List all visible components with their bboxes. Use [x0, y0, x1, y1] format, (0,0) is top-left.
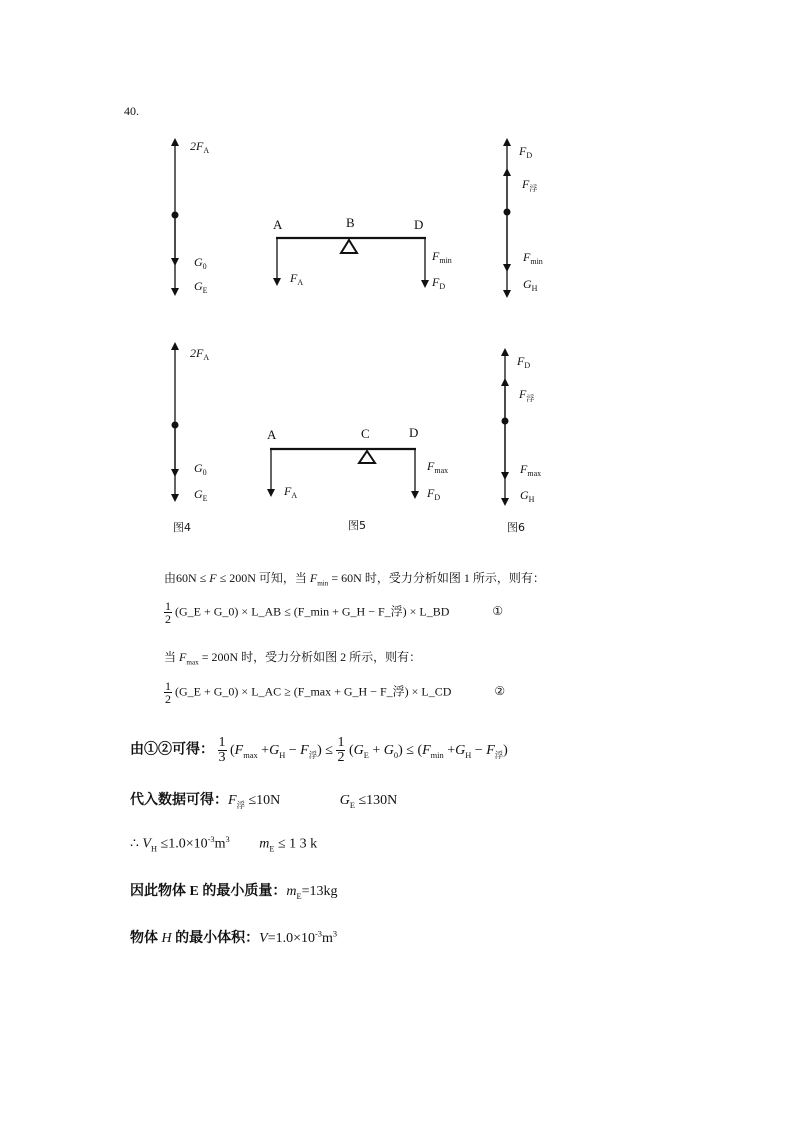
equation-2: $\frac{1}{2}$ (G_E + G_0) × L_AC ≥ (F_max + G_H − F_浮) × L_CD ②: [165, 679, 506, 706]
svg-text:F浮: $F_浮$: [522, 177, 538, 193]
text-line-9: 物体 H 的最小体积：$V=1.0\times 10^{-3}m^3$: [130, 929, 338, 946]
svg-text:Fmin: $F_{min}$: [432, 249, 452, 265]
body-e-diagram-top: [172, 139, 210, 295]
lever-diagram-top: [273, 215, 452, 291]
svg-text:D: D: [414, 217, 424, 232]
svg-text:G0: $G_0$: [194, 461, 207, 477]
equation-combined: 由①②可得： $\frac{1}{3}$ $(F_{max} +G_H - F_浮)$ ≤ $\frac{1}{2}$ $(G_E + G_0) \le (F_{min} +G_H - F_浮)$: [130, 735, 508, 765]
svg-text:D: D: [409, 425, 419, 440]
equation-1: $\frac{1}{2}$ (G_E + G_0) × L_AB ≤ (F_min + G_H − F_浮) × L_BD ①: [165, 599, 504, 626]
svg-text:FD: $F_D$: [517, 354, 531, 370]
svg-text:FA: $F_A$: [290, 271, 304, 287]
question-number: 40.: [124, 104, 139, 118]
svg-text:G0: $G_0$: [194, 255, 207, 271]
svg-text:FD: $F_D$: [427, 486, 441, 502]
svg-text:GE: $G_E$: [194, 279, 208, 295]
svg-text:A: A: [273, 217, 283, 232]
svg-text:Fmax: $F_{max}$: [520, 462, 542, 478]
body-h-diagram-bottom: [502, 352, 542, 504]
svg-text:A: A: [267, 427, 277, 442]
svg-text:GH: $G_H$: [523, 277, 538, 293]
svg-text:GH: $G_H$: [520, 488, 535, 504]
lever-diagram-bottom: [267, 425, 448, 502]
svg-text:FD: $F_D$: [519, 144, 533, 160]
svg-text:FA: $F_A$: [284, 484, 298, 500]
body-h-diagram-top: [504, 142, 543, 294]
svg-text:2FA: $2F_A$: [190, 346, 210, 362]
text-line-8: 因此物体 E 的最小质量：$m_E=13kg$: [130, 884, 338, 901]
caption-fig5: 图5: [348, 519, 366, 532]
text-line-3: 当 $F_{max} = 200N$ 时，受力分析如图 2 所示，则有：: [164, 650, 422, 667]
svg-text:F浮: $F_浮$: [519, 387, 535, 403]
svg-text:FD: $F_D$: [432, 275, 446, 291]
svg-text:GE: $G_E$: [194, 487, 208, 503]
svg-text:2FA: $2F_A$: [190, 139, 210, 155]
svg-text:Fmin: $F_{min}$: [523, 250, 543, 266]
text-line-7: ∴ $V_H \le 1.0\times 10^{-3}m^3$ $m_E \le 1$ 3 k: [130, 835, 318, 854]
svg-text:Fmax: $F_{max}$: [427, 459, 449, 475]
caption-fig4: 图4: [173, 521, 191, 534]
svg-text:B: B: [346, 215, 355, 230]
body-e-diagram-bottom: [172, 346, 210, 503]
svg-text:C: C: [361, 426, 370, 441]
text-line-1: 由60N ≤ F ≤ 200N 可知，当 $F_{min} = 60N$ 时，受力分析如图 1 所示，则有：: [164, 571, 545, 588]
text-line-6: 代入数据可得：$F_浮 \le 10N$ $G_E \le 130N$: [130, 793, 398, 810]
caption-fig6: 图6: [507, 521, 525, 534]
force-diagrams: [0, 0, 800, 540]
